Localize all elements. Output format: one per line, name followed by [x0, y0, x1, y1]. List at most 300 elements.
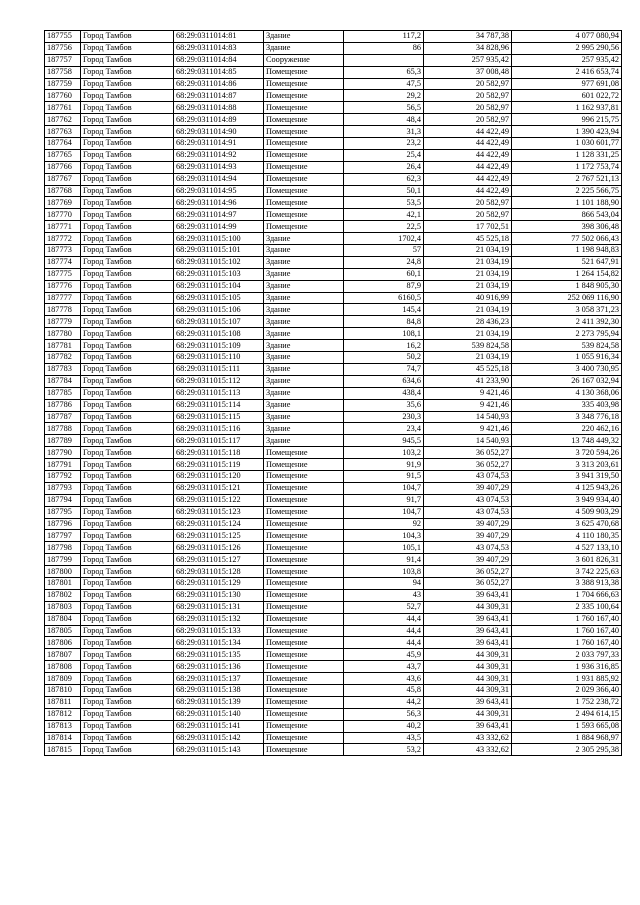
cell-locality: Город Тамбов: [81, 90, 174, 102]
cell-area: 52,7: [344, 601, 424, 613]
cell-area: 117,2: [344, 31, 424, 43]
cell-row-number: 187756: [45, 42, 81, 54]
cell-area: 60,1: [344, 268, 424, 280]
cell-row-number: 187810: [45, 684, 81, 696]
cell-area: 56,5: [344, 102, 424, 114]
cell-cadastral-number: 68:29:0311015:118: [174, 447, 264, 459]
cell-cadastral-number: 68:29:0311014:86: [174, 78, 264, 90]
table-row: [45, 530, 622, 542]
cell-object-type: Здание: [264, 31, 344, 43]
cell-cadastral-value: 2 335 100,64: [512, 601, 622, 613]
cell-area: 43,5: [344, 732, 424, 744]
cell-object-type: Помещение: [264, 506, 344, 518]
cell-cadastral-value: 1 198 948,83: [512, 245, 622, 257]
cell-unit-value: 9 421,46: [424, 399, 512, 411]
cell-cadastral-value: 26 167 032,94: [512, 375, 622, 387]
cell-cadastral-value: 3 348 776,18: [512, 411, 622, 423]
cell-unit-value: 21 034,19: [424, 352, 512, 364]
cell-cadastral-value: 2 273 795,94: [512, 328, 622, 340]
cell-object-type: Здание: [264, 411, 344, 423]
cell-locality: Город Тамбов: [81, 173, 174, 185]
cell-row-number: 187772: [45, 233, 81, 245]
cell-row-number: 187811: [45, 696, 81, 708]
cell-cadastral-value: 3 313 203,61: [512, 459, 622, 471]
cell-cadastral-value: 2 411 392,30: [512, 316, 622, 328]
table-row: [45, 304, 622, 316]
table-row: [45, 221, 622, 233]
cell-cadastral-number: 68:29:0311014:99: [174, 221, 264, 233]
cell-cadastral-number: 68:29:0311015:138: [174, 684, 264, 696]
cell-row-number: 187797: [45, 530, 81, 542]
cell-row-number: 187805: [45, 625, 81, 637]
cell-cadastral-value: 3 941 319,50: [512, 470, 622, 482]
cell-object-type: Помещение: [264, 542, 344, 554]
cell-area: 438,4: [344, 387, 424, 399]
cell-locality: Город Тамбов: [81, 256, 174, 268]
cell-locality: Город Тамбов: [81, 435, 174, 447]
cell-cadastral-number: 68:29:0311015:139: [174, 696, 264, 708]
cell-object-type: Помещение: [264, 708, 344, 720]
cell-area: 44,2: [344, 696, 424, 708]
cell-unit-value: 34 787,38: [424, 31, 512, 43]
cell-cadastral-value: 866 543,04: [512, 209, 622, 221]
cell-area: 50,2: [344, 352, 424, 364]
cell-locality: Город Тамбов: [81, 42, 174, 54]
cell-cadastral-value: 3 625 470,68: [512, 518, 622, 530]
cell-area: 86: [344, 42, 424, 54]
cell-row-number: 187801: [45, 577, 81, 589]
cell-cadastral-number: 68:29:0311015:137: [174, 673, 264, 685]
table-row: [45, 399, 622, 411]
table-row: [45, 31, 622, 43]
cell-object-type: Помещение: [264, 102, 344, 114]
cell-row-number: 187766: [45, 161, 81, 173]
cell-unit-value: 45 525,18: [424, 363, 512, 375]
cell-area: 108,1: [344, 328, 424, 340]
table-row: [45, 601, 622, 613]
cell-cadastral-value: 3 601 826,31: [512, 554, 622, 566]
cell-unit-value: 44 422,49: [424, 161, 512, 173]
cell-cadastral-number: 68:29:0311015:113: [174, 387, 264, 399]
table-row: [45, 423, 622, 435]
table-row: [45, 482, 622, 494]
cell-unit-value: 44 422,49: [424, 138, 512, 150]
cell-cadastral-value: 2 767 521,13: [512, 173, 622, 185]
table-row: [45, 173, 622, 185]
cell-row-number: 187795: [45, 506, 81, 518]
cell-row-number: 187803: [45, 601, 81, 613]
cell-row-number: 187774: [45, 256, 81, 268]
cell-locality: Город Тамбов: [81, 447, 174, 459]
table-row: [45, 494, 622, 506]
table-row: [45, 54, 622, 66]
cell-object-type: Здание: [264, 363, 344, 375]
cell-row-number: 187776: [45, 280, 81, 292]
cell-unit-value: 36 052,27: [424, 566, 512, 578]
cell-locality: Город Тамбов: [81, 233, 174, 245]
cell-area: 91,5: [344, 470, 424, 482]
cell-cadastral-value: 2 033 797,33: [512, 649, 622, 661]
cell-locality: Город Тамбов: [81, 744, 174, 756]
cell-cadastral-number: 68:29:0311014:89: [174, 114, 264, 126]
cell-locality: Город Тамбов: [81, 732, 174, 744]
cell-unit-value: 539 824,58: [424, 340, 512, 352]
cell-cadastral-value: 1 055 916,34: [512, 352, 622, 364]
cell-cadastral-value: 1 128 331,25: [512, 149, 622, 161]
table-row: [45, 138, 622, 150]
cell-row-number: 187789: [45, 435, 81, 447]
cell-row-number: 187787: [45, 411, 81, 423]
cell-object-type: Помещение: [264, 90, 344, 102]
cell-row-number: 187765: [45, 149, 81, 161]
cell-cadastral-value: 601 022,72: [512, 90, 622, 102]
cell-locality: Город Тамбов: [81, 566, 174, 578]
cell-area: 40,2: [344, 720, 424, 732]
cell-row-number: 187786: [45, 399, 81, 411]
cell-unit-value: 43 332,62: [424, 744, 512, 756]
cell-cadastral-value: 2 494 614,15: [512, 708, 622, 720]
table-row: [45, 506, 622, 518]
cell-cadastral-number: 68:29:0311014:91: [174, 138, 264, 150]
cell-object-type: Помещение: [264, 625, 344, 637]
cell-locality: Город Тамбов: [81, 720, 174, 732]
cell-object-type: Помещение: [264, 173, 344, 185]
cell-row-number: 187813: [45, 720, 81, 732]
cell-locality: Город Тамбов: [81, 161, 174, 173]
cell-cadastral-number: 68:29:0311015:120: [174, 470, 264, 482]
cadastral-value-table: [44, 30, 622, 756]
cell-cadastral-number: 68:29:0311015:125: [174, 530, 264, 542]
cell-unit-value: 20 582,97: [424, 102, 512, 114]
cell-row-number: 187757: [45, 54, 81, 66]
cell-object-type: Здание: [264, 435, 344, 447]
cell-object-type: Помещение: [264, 114, 344, 126]
cell-object-type: Помещение: [264, 554, 344, 566]
table-row: [45, 126, 622, 138]
cell-cadastral-number: 68:29:0311015:119: [174, 459, 264, 471]
cell-area: 44,4: [344, 625, 424, 637]
cell-area: 45,9: [344, 649, 424, 661]
cell-area: 45,8: [344, 684, 424, 696]
cell-cadastral-number: 68:29:0311015:108: [174, 328, 264, 340]
cell-cadastral-number: 68:29:0311015:105: [174, 292, 264, 304]
cell-unit-value: 39 643,41: [424, 696, 512, 708]
cell-object-type: Здание: [264, 340, 344, 352]
cell-unit-value: 9 421,46: [424, 387, 512, 399]
cell-cadastral-value: 4 527 133,10: [512, 542, 622, 554]
cell-locality: Город Тамбов: [81, 554, 174, 566]
cell-cadastral-number: 68:29:0311015:133: [174, 625, 264, 637]
cell-row-number: 187793: [45, 482, 81, 494]
cell-object-type: Помещение: [264, 197, 344, 209]
table-row: [45, 673, 622, 685]
cell-cadastral-value: 1 030 601,77: [512, 138, 622, 150]
cell-cadastral-value: 257 935,42: [512, 54, 622, 66]
cell-locality: Город Тамбов: [81, 197, 174, 209]
cell-cadastral-value: 4 125 943,26: [512, 482, 622, 494]
cell-locality: Город Тамбов: [81, 209, 174, 221]
cell-area: 31,3: [344, 126, 424, 138]
cell-row-number: 187778: [45, 304, 81, 316]
cell-locality: Город Тамбов: [81, 661, 174, 673]
cell-cadastral-value: 1 101 188,90: [512, 197, 622, 209]
cell-area: 48,4: [344, 114, 424, 126]
cell-locality: Город Тамбов: [81, 696, 174, 708]
cell-cadastral-number: 68:29:0311015:106: [174, 304, 264, 316]
table-row: [45, 708, 622, 720]
cell-object-type: Помещение: [264, 720, 344, 732]
cell-area: 104,3: [344, 530, 424, 542]
cell-cadastral-number: 68:29:0311014:93: [174, 161, 264, 173]
cell-locality: Город Тамбов: [81, 292, 174, 304]
cell-object-type: Помещение: [264, 649, 344, 661]
cell-cadastral-value: 1 593 665,08: [512, 720, 622, 732]
cell-area: 25,4: [344, 149, 424, 161]
cell-area: 43,7: [344, 661, 424, 673]
cell-cadastral-value: 4 077 080,94: [512, 31, 622, 43]
cell-object-type: Помещение: [264, 661, 344, 673]
cell-cadastral-number: 68:29:0311015:103: [174, 268, 264, 280]
table-row: [45, 589, 622, 601]
cell-unit-value: 43 074,53: [424, 542, 512, 554]
cell-row-number: 187764: [45, 138, 81, 150]
table-row: [45, 387, 622, 399]
table-row: [45, 696, 622, 708]
cell-locality: Город Тамбов: [81, 506, 174, 518]
cell-cadastral-number: 68:29:0311015:142: [174, 732, 264, 744]
cell-area: 94: [344, 577, 424, 589]
cell-cadastral-value: 3 388 913,38: [512, 577, 622, 589]
cell-unit-value: 44 422,49: [424, 126, 512, 138]
cell-cadastral-number: 68:29:0311015:123: [174, 506, 264, 518]
cell-area: 91,4: [344, 554, 424, 566]
cell-object-type: Здание: [264, 423, 344, 435]
cell-unit-value: 36 052,27: [424, 459, 512, 471]
table-row: [45, 256, 622, 268]
cell-cadastral-value: 996 215,75: [512, 114, 622, 126]
cell-locality: Город Тамбов: [81, 625, 174, 637]
document-page: [44, 30, 622, 756]
cell-unit-value: 21 034,19: [424, 245, 512, 257]
cell-unit-value: 39 407,29: [424, 530, 512, 542]
cell-area: 43,6: [344, 673, 424, 685]
cell-area: 104,7: [344, 482, 424, 494]
cell-object-type: Здание: [264, 245, 344, 257]
cell-cadastral-number: 68:29:0311014:90: [174, 126, 264, 138]
cell-area: 65,3: [344, 66, 424, 78]
cell-unit-value: 257 935,42: [424, 54, 512, 66]
cell-locality: Город Тамбов: [81, 673, 174, 685]
cell-object-type: Здание: [264, 233, 344, 245]
cell-unit-value: 20 582,97: [424, 209, 512, 221]
cell-locality: Город Тамбов: [81, 185, 174, 197]
table-row: [45, 102, 622, 114]
cell-unit-value: 44 309,31: [424, 661, 512, 673]
cell-object-type: Помещение: [264, 470, 344, 482]
cell-unit-value: 44 422,49: [424, 185, 512, 197]
table-row: [45, 292, 622, 304]
cell-locality: Город Тамбов: [81, 126, 174, 138]
cell-object-type: Помещение: [264, 447, 344, 459]
cell-row-number: 187799: [45, 554, 81, 566]
cell-unit-value: 36 052,27: [424, 447, 512, 459]
table-row: [45, 185, 622, 197]
cell-locality: Город Тамбов: [81, 482, 174, 494]
cell-row-number: 187794: [45, 494, 81, 506]
cell-cadastral-value: 2 029 366,40: [512, 684, 622, 696]
cell-object-type: Помещение: [264, 518, 344, 530]
cell-unit-value: 39 643,41: [424, 589, 512, 601]
table-row: [45, 66, 622, 78]
cell-cadastral-number: 68:29:0311015:140: [174, 708, 264, 720]
cell-area: 50,1: [344, 185, 424, 197]
cell-object-type: Здание: [264, 328, 344, 340]
cell-object-type: Помещение: [264, 673, 344, 685]
cell-object-type: Помещение: [264, 613, 344, 625]
cell-area: 105,1: [344, 542, 424, 554]
cell-unit-value: 44 309,31: [424, 601, 512, 613]
cell-area: 104,7: [344, 506, 424, 518]
table-row: [45, 554, 622, 566]
cell-cadastral-number: 68:29:0311015:141: [174, 720, 264, 732]
cell-locality: Город Тамбов: [81, 387, 174, 399]
cell-area: 103,8: [344, 566, 424, 578]
cell-object-type: Помещение: [264, 744, 344, 756]
cell-unit-value: 21 034,19: [424, 304, 512, 316]
cell-row-number: 187781: [45, 340, 81, 352]
table-row: [45, 411, 622, 423]
cell-cadastral-number: 68:29:0311015:115: [174, 411, 264, 423]
cell-row-number: 187785: [45, 387, 81, 399]
table-row: [45, 340, 622, 352]
cell-unit-value: 44 309,31: [424, 708, 512, 720]
cell-area: 91,9: [344, 459, 424, 471]
cell-row-number: 187758: [45, 66, 81, 78]
cell-object-type: Помещение: [264, 185, 344, 197]
cell-object-type: Помещение: [264, 138, 344, 150]
cell-cadastral-number: 68:29:0311015:110: [174, 352, 264, 364]
cell-cadastral-number: 68:29:0311015:127: [174, 554, 264, 566]
cell-cadastral-value: 13 748 449,32: [512, 435, 622, 447]
cell-object-type: Здание: [264, 375, 344, 387]
cell-cadastral-value: 3 400 730,95: [512, 363, 622, 375]
cell-row-number: 187783: [45, 363, 81, 375]
cell-locality: Город Тамбов: [81, 304, 174, 316]
cell-cadastral-value: 3 058 371,23: [512, 304, 622, 316]
cell-cadastral-value: 2 225 566,75: [512, 185, 622, 197]
table-row: [45, 209, 622, 221]
cell-object-type: Здание: [264, 352, 344, 364]
cell-locality: Город Тамбов: [81, 66, 174, 78]
table-row: [45, 459, 622, 471]
cell-locality: Город Тамбов: [81, 470, 174, 482]
cell-row-number: 187771: [45, 221, 81, 233]
cell-cadastral-number: 68:29:0311014:87: [174, 90, 264, 102]
cell-cadastral-number: 68:29:0311015:117: [174, 435, 264, 447]
cell-area: 230,3: [344, 411, 424, 423]
cell-cadastral-value: 1 931 885,92: [512, 673, 622, 685]
cell-cadastral-number: 68:29:0311015:104: [174, 280, 264, 292]
cell-cadastral-number: 68:29:0311015:135: [174, 649, 264, 661]
cell-object-type: Помещение: [264, 566, 344, 578]
cell-object-type: Помещение: [264, 601, 344, 613]
cell-locality: Город Тамбов: [81, 114, 174, 126]
cell-object-type: Здание: [264, 304, 344, 316]
cell-cadastral-value: 1 760 167,40: [512, 637, 622, 649]
table-row: [45, 328, 622, 340]
cell-unit-value: 20 582,97: [424, 78, 512, 90]
cell-locality: Город Тамбов: [81, 280, 174, 292]
cell-area: 56,3: [344, 708, 424, 720]
cell-area: 92: [344, 518, 424, 530]
cell-area: 29,2: [344, 90, 424, 102]
cell-row-number: 187773: [45, 245, 81, 257]
cell-object-type: Здание: [264, 399, 344, 411]
table-row: [45, 732, 622, 744]
cell-row-number: 187815: [45, 744, 81, 756]
cell-row-number: 187769: [45, 197, 81, 209]
cell-cadastral-value: 220 462,16: [512, 423, 622, 435]
cell-unit-value: 39 643,41: [424, 720, 512, 732]
cell-area: 84,8: [344, 316, 424, 328]
cell-area: 1702,4: [344, 233, 424, 245]
cell-locality: Город Тамбов: [81, 577, 174, 589]
cell-unit-value: 43 074,53: [424, 470, 512, 482]
cell-unit-value: 39 407,29: [424, 482, 512, 494]
cell-locality: Город Тамбов: [81, 375, 174, 387]
table-row: [45, 720, 622, 732]
cell-locality: Город Тамбов: [81, 149, 174, 161]
cell-row-number: 187770: [45, 209, 81, 221]
cell-cadastral-value: 2 416 653,74: [512, 66, 622, 78]
cell-object-type: Здание: [264, 42, 344, 54]
cell-row-number: 187800: [45, 566, 81, 578]
cell-area: 26,4: [344, 161, 424, 173]
cell-unit-value: 43 332,62: [424, 732, 512, 744]
cell-unit-value: 34 828,96: [424, 42, 512, 54]
cell-area: 103,2: [344, 447, 424, 459]
cell-unit-value: 17 702,51: [424, 221, 512, 233]
table-row: [45, 435, 622, 447]
cell-cadastral-value: 3 949 934,40: [512, 494, 622, 506]
table-row: [45, 42, 622, 54]
cell-object-type: Здание: [264, 387, 344, 399]
cell-locality: Город Тамбов: [81, 601, 174, 613]
cell-unit-value: 36 052,27: [424, 577, 512, 589]
cell-unit-value: 14 540,93: [424, 411, 512, 423]
table-row: [45, 744, 622, 756]
cell-row-number: 187812: [45, 708, 81, 720]
cell-cadastral-value: 1 264 154,82: [512, 268, 622, 280]
cell-cadastral-number: 68:29:0311014:83: [174, 42, 264, 54]
cell-object-type: Помещение: [264, 637, 344, 649]
cell-locality: Город Тамбов: [81, 613, 174, 625]
table-row: [45, 447, 622, 459]
cell-locality: Город Тамбов: [81, 268, 174, 280]
cell-area: 91,7: [344, 494, 424, 506]
cell-locality: Город Тамбов: [81, 352, 174, 364]
cell-cadastral-number: 68:29:0311015:121: [174, 482, 264, 494]
cell-area: 44,4: [344, 637, 424, 649]
cell-area: 145,4: [344, 304, 424, 316]
cell-cadastral-value: 977 691,08: [512, 78, 622, 90]
cell-unit-value: 44 422,49: [424, 173, 512, 185]
cell-locality: Город Тамбов: [81, 542, 174, 554]
cell-object-type: Помещение: [264, 494, 344, 506]
cell-cadastral-value: 398 306,48: [512, 221, 622, 233]
table-row: [45, 316, 622, 328]
table-row: [45, 245, 622, 257]
